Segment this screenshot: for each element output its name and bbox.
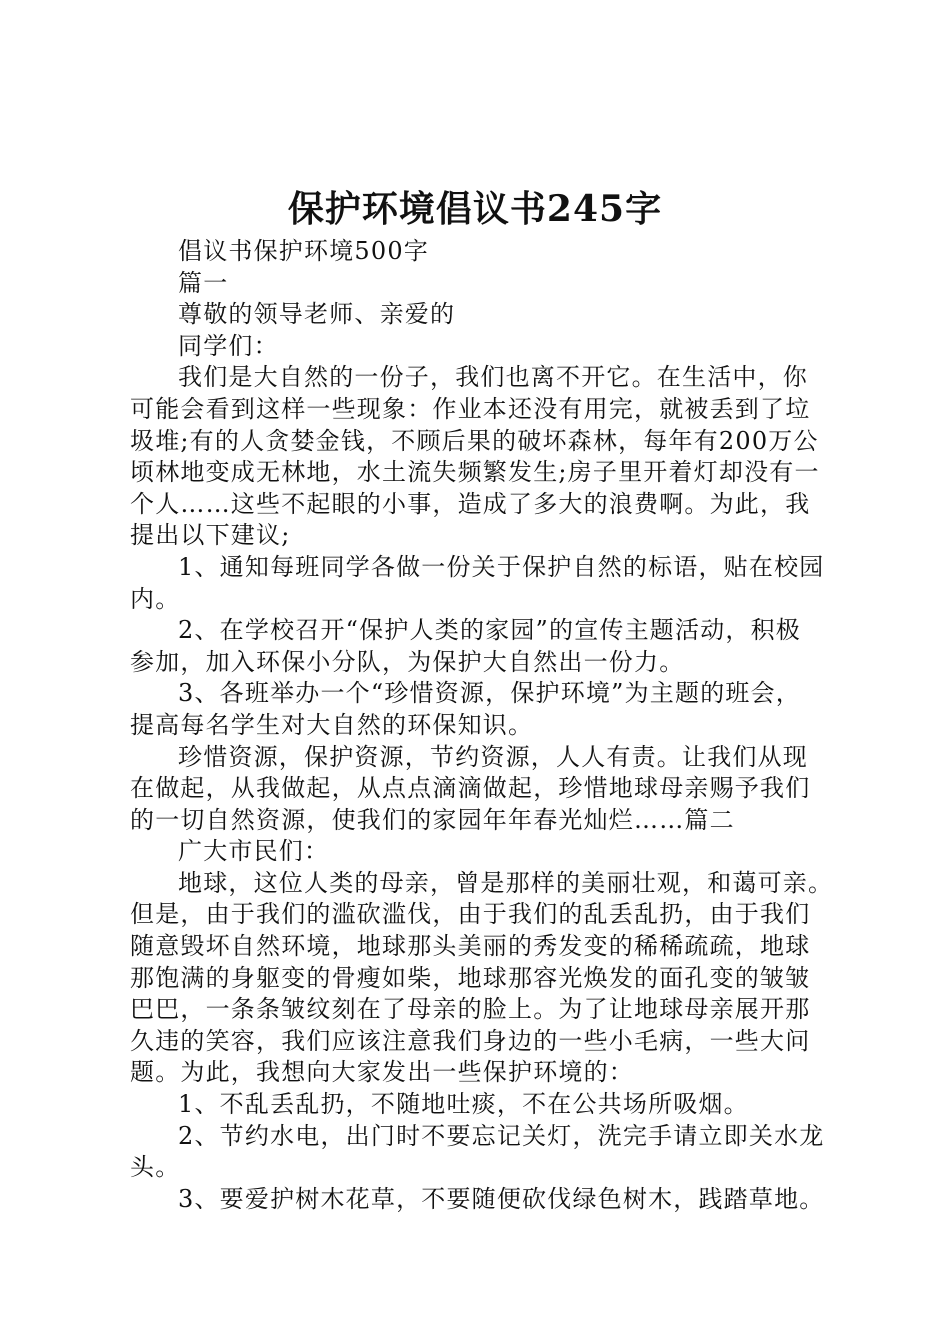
text-line: 篇一 [178,268,229,297]
text-line: 同学们： [178,331,279,360]
text-line: 可能会看到这样一些现象：作业本还没有用完，就被丢到了垃 [130,394,811,423]
text-line: 提出以下建议; [130,521,291,550]
document-title: 保护环境倡议书245字 [287,188,663,230]
text-line: 1、通知每班同学各做一份关于保护自然的标语，贴在校园 [178,552,825,581]
text-line: 倡议书保护环境500字 [178,237,430,265]
text-line: 圾堆;有的人贪婪金钱，不顾后果的破坏森林，每年有200万公 [130,426,819,455]
text-line: 珍惜资源，保护资源，节约资源，人人有责。让我们从现 [178,742,808,771]
text-line: 顷林地变成无林地，水土流失频繁发生;房子里开着灯却没有一 [130,458,820,487]
text-line: 久违的笑容，我们应该注意我们身边的一些小毛病，一些大问 [130,1026,811,1055]
text-line: 在做起，从我做起，从点点滴滴做起，珍惜地球母亲赐予我们 [130,774,811,803]
text-line: 我们是大自然的一份子，我们也离不开它。在生活中，你 [178,363,808,392]
text-line: 头。 [130,1153,181,1182]
text-line: 那饱满的身躯变的骨瘦如柴，地球那容光焕发的面孔变的皱皱 [130,963,811,992]
text-line: 题。为此，我想向大家发出一些保护环境的： [130,1058,634,1087]
text-line: 2、在学校召开“保护人类的家园”的宣传主题活动，积极 [178,616,802,645]
text-line: 参加，加入环保小分队，为保护大自然出一份力。 [130,647,685,676]
text-line: 3、要爱护树木花草，不要随便砍伐绿色树木，践踏草地。 [178,1184,825,1213]
text-line: 尊敬的领导老师、亲爱的 [178,300,456,329]
text-line: 广大市民们： [178,837,330,866]
text-line: 内。 [130,584,181,613]
text-line: 3、各班举办一个“珍惜资源，保护环境”为主题的班会， [178,679,802,708]
text-line: 但是，由于我们的滥砍滥伐，由于我们的乱丢乱扔，由于我们 [130,900,811,929]
text-line: 随意毁坏自然环境，地球那头美丽的秀发变的稀稀疏疏，地球 [130,932,811,961]
text-line: 2、节约水电，出门时不要忘记关灯，洗完手请立即关水龙 [178,1121,825,1150]
text-line: 巴巴，一条条皱纹刻在了母亲的脸上。为了让地球母亲展开那 [130,995,811,1024]
text-line: 个人……这些不起眼的小事，造成了多大的浪费啊。为此，我 [130,489,811,518]
text-line: 提高每名学生对大自然的环保知识。 [130,710,534,739]
text-line: 的一切自然资源，使我们的家园年年春光灿烂……篇二 [130,805,735,834]
document-body [130,236,842,1215]
text-line: 地球，这位人类的母亲，曾是那样的美丽壮观，和蔼可亲。 [178,868,834,897]
text-line: 1、不乱丢乱扔，不随地吐痰，不在公共场所吸烟。 [178,1090,749,1119]
